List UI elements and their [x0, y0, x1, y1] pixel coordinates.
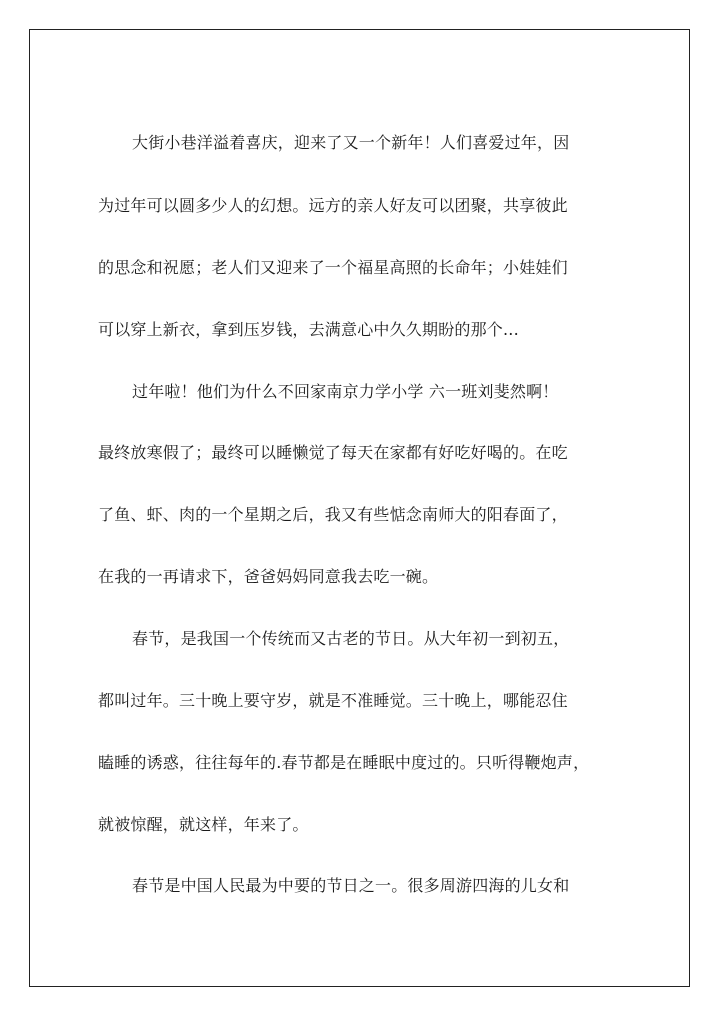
paragraph-4-line-1: 春节是中国人民最为中要的节日之一。很多周游四海的儿女和 — [132, 876, 570, 895]
paragraph-2-line-2: 最终放寒假了；最终可以睡懒觉了每天在家都有好吃好喝的。在吃 — [98, 443, 568, 462]
paragraph-3-line-2: 都叫过年。三十晚上要守岁，就是不准睡觉。三十晚上，哪能忍住 — [98, 691, 568, 710]
paragraph-1-line-3: 的思念和祝愿；老人们又迎来了一个福星高照的长命年；小娃娃们 — [98, 258, 568, 277]
paragraph-2-line-1: 过年啦！他们为什么不回家南京力学小学 六一班刘斐然啊！ — [132, 382, 559, 401]
paragraph-2-line-3: 了鱼、虾、肉的一个星期之后，我又有些惦念南师大的阳春面了， — [98, 505, 568, 524]
paragraph-3-line-1: 春节，是我国一个传统而又古老的节日。从大年初一到初五， — [132, 629, 570, 648]
paragraph-2-line-4: 在我的一再请求下，爸爸妈妈同意我去吃一碗。 — [98, 567, 439, 586]
paragraph-1-line-1: 大街小巷洋溢着喜庆，迎来了又一个新年！人们喜爱过年，因 — [132, 133, 570, 152]
paragraph-3-line-3: 瞌睡的诱惑，往往每年的.春节都是在睡眠中度过的。只听得鞭炮声， — [98, 753, 590, 772]
paragraph-1-line-4: 可以穿上新衣，拿到压岁钱，去满意心中久久期盼的那个... — [98, 320, 519, 339]
paragraph-3-line-4: 就被惊醒，就这样，年来了。 — [98, 815, 309, 834]
paragraph-1-line-2: 为过年可以圆多少人的幻想。远方的亲人好友可以团聚，共享彼此 — [98, 196, 568, 215]
